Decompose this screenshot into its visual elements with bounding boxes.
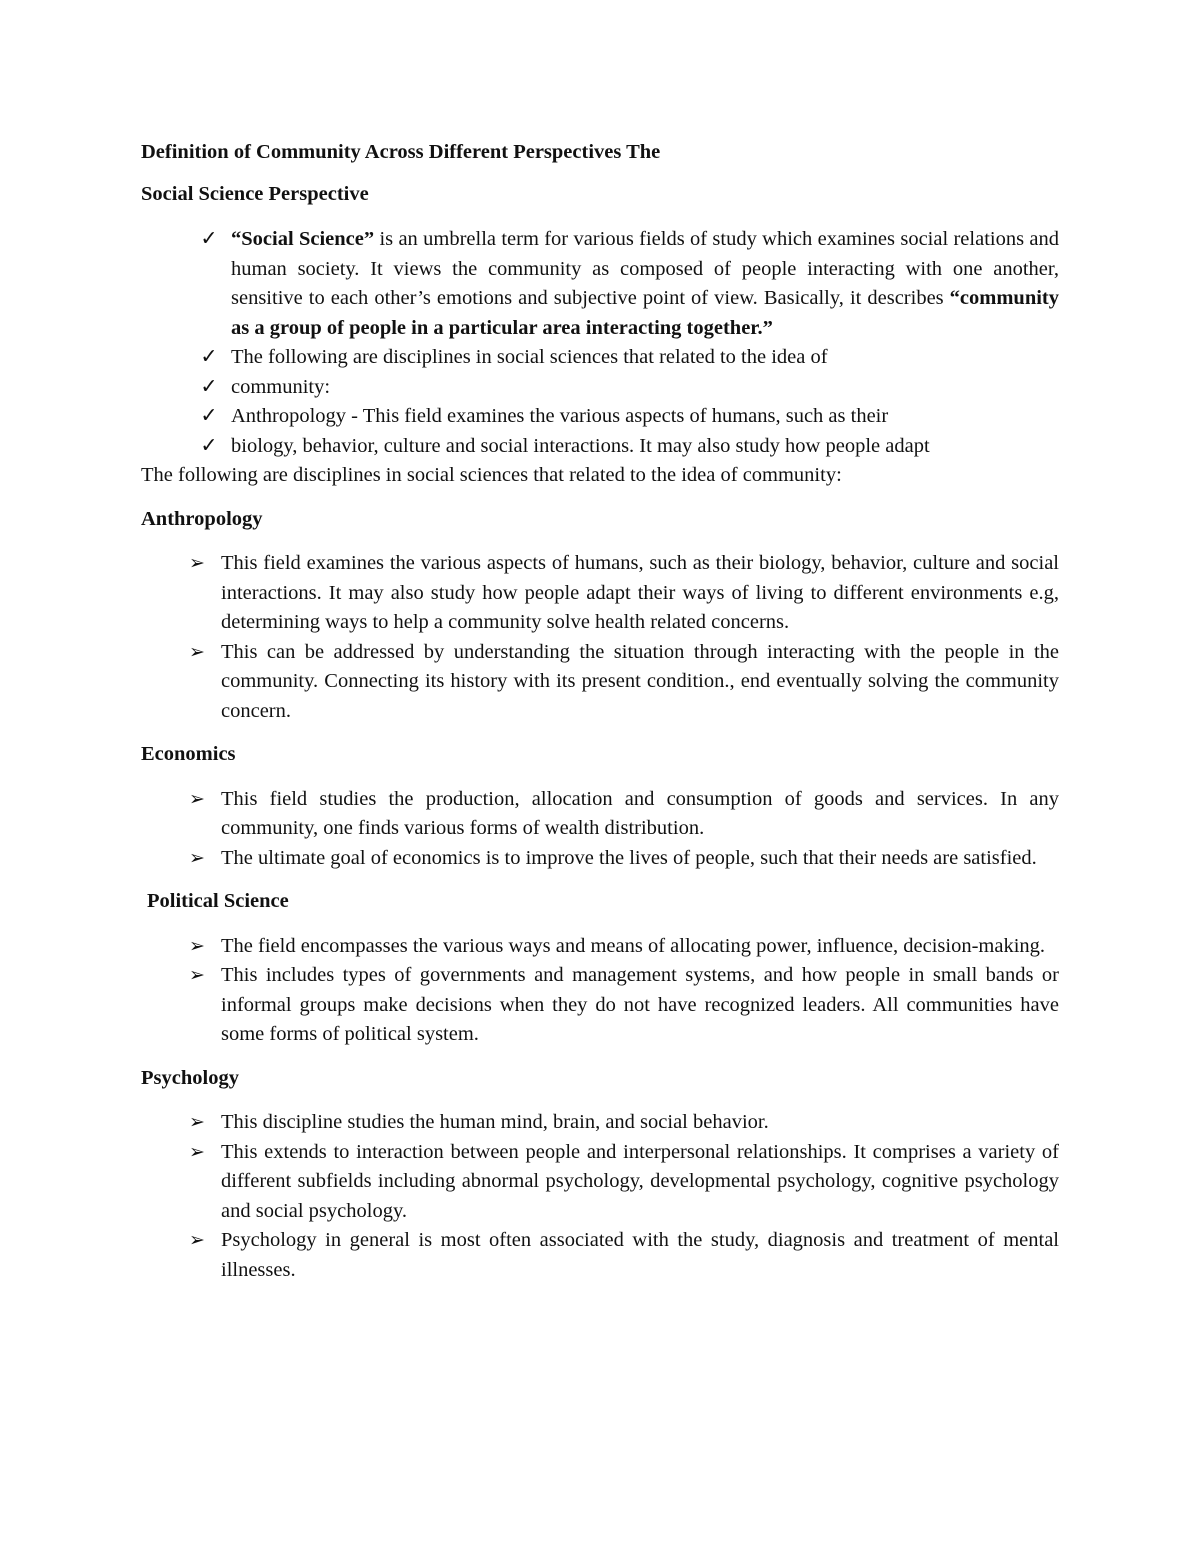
paragraph: The following are disciplines in social sciences that related to the idea of community: xyxy=(141,464,842,486)
item-text: biology, behavior, culture and social interactions. It may also study how people adapt xyxy=(231,434,930,457)
section-heading-anthropology: Anthropology xyxy=(141,507,263,530)
list-item xyxy=(141,1108,1059,1138)
arrow-bullet-icon: ➢ xyxy=(189,935,205,957)
checkmark-icon: ✓ xyxy=(200,405,218,427)
arrow-bullet-icon: ➢ xyxy=(189,1112,205,1133)
list-item xyxy=(141,1226,1059,1285)
item-text: is an umbrella term for various fields of study which examines social relations and human society. It views the community as composed of people interacting with one another, sensitive to each other’s emotions and subjective point of view. Basically, it describes xyxy=(231,228,1059,309)
arrow-bullet-icon: ➢ xyxy=(189,788,205,810)
list-item xyxy=(141,549,1059,638)
section-heading-economics: Economics xyxy=(141,743,236,765)
political-science-list xyxy=(141,932,1059,1050)
item-text: The field encompasses the various ways and means of allocating power, influence, decision-making. xyxy=(221,934,1046,957)
list-item xyxy=(141,1138,1059,1227)
item-text: This discipline studies the human mind, brain, and social behavior. xyxy=(221,1111,769,1133)
list-item xyxy=(141,432,1059,462)
bold-term: “Social Science” xyxy=(231,228,375,250)
item-text: The following are disciplines in social sciences that related to the idea of xyxy=(231,346,828,368)
item-text: Anthropology - This field examines the various aspects of humans, such as their xyxy=(231,405,889,427)
list-item xyxy=(141,961,1059,1050)
item-text: The ultimate goal of economics is to improve the lives of people, such that their needs are satisfied. xyxy=(221,846,1037,869)
item-text: This field studies the production, allocation and consumption of goods and services. In any community, one finds various forms of wealth distribution. xyxy=(221,787,1059,839)
list-item xyxy=(141,638,1059,727)
checkmark-icon: ✓ xyxy=(200,375,218,398)
document-title: Definition of Community Across Different Perspectives The xyxy=(141,141,661,163)
checkmark-icon: ✓ xyxy=(200,346,218,368)
list-item xyxy=(141,373,1059,403)
arrow-bullet-icon: ➢ xyxy=(189,1230,205,1251)
arrow-bullet-icon: ➢ xyxy=(189,553,205,574)
item-text: This includes types of governments and management systems, and how people in small bands or informal groups make decisions when they do not have recognized leaders. All communities have some forms of political system. xyxy=(221,964,1059,1045)
item-text: This extends to interaction between people and interpersonal relationships. It comprises a variety of different subfields including abnormal psychology, developmental psychology, cognitive psychology and social psychology. xyxy=(221,1140,1059,1222)
checkmark-icon: ✓ xyxy=(200,434,218,457)
item-text: This can be addressed by understanding the situation through interacting with the people in the community. Connecting its history with its present condition., end eventually solving the community concern. xyxy=(221,640,1059,722)
arrow-bullet-icon: ➢ xyxy=(189,1141,205,1163)
anthropology-list xyxy=(141,549,1059,726)
arrow-bullet-icon: ➢ xyxy=(189,965,205,986)
document-page xyxy=(141,138,1059,1285)
list-item xyxy=(141,932,1059,962)
list-item xyxy=(141,844,1059,874)
list-item xyxy=(141,343,1059,373)
item-text: Psychology in general is most often associated with the study, diagnosis and treatment of mental illnesses. xyxy=(221,1229,1059,1281)
bold-definition: “community as a group of people in a particular area interacting together.” xyxy=(231,287,1059,339)
psychology-list xyxy=(141,1108,1059,1285)
economics-list xyxy=(141,785,1059,874)
item-text: This field examines the various aspects of humans, such as their biology, behavior, culture and social interactions. It may also study how people adapt their ways of living to different environments e.g, determining ways to help a community solve health related concerns. xyxy=(221,552,1059,633)
section-heading-psychology: Psychology xyxy=(141,1066,239,1089)
arrow-bullet-icon: ➢ xyxy=(189,641,205,663)
list-item xyxy=(141,225,1059,343)
arrow-bullet-icon: ➢ xyxy=(189,847,205,869)
section-heading-social-science: Social Science Perspective xyxy=(141,182,369,205)
section-heading-political-science: Political Science xyxy=(147,890,289,912)
list-item xyxy=(141,785,1059,844)
list-item xyxy=(141,402,1059,432)
item-text: community: xyxy=(231,375,331,398)
social-science-list xyxy=(141,225,1059,461)
checkmark-icon: ✓ xyxy=(200,228,218,250)
